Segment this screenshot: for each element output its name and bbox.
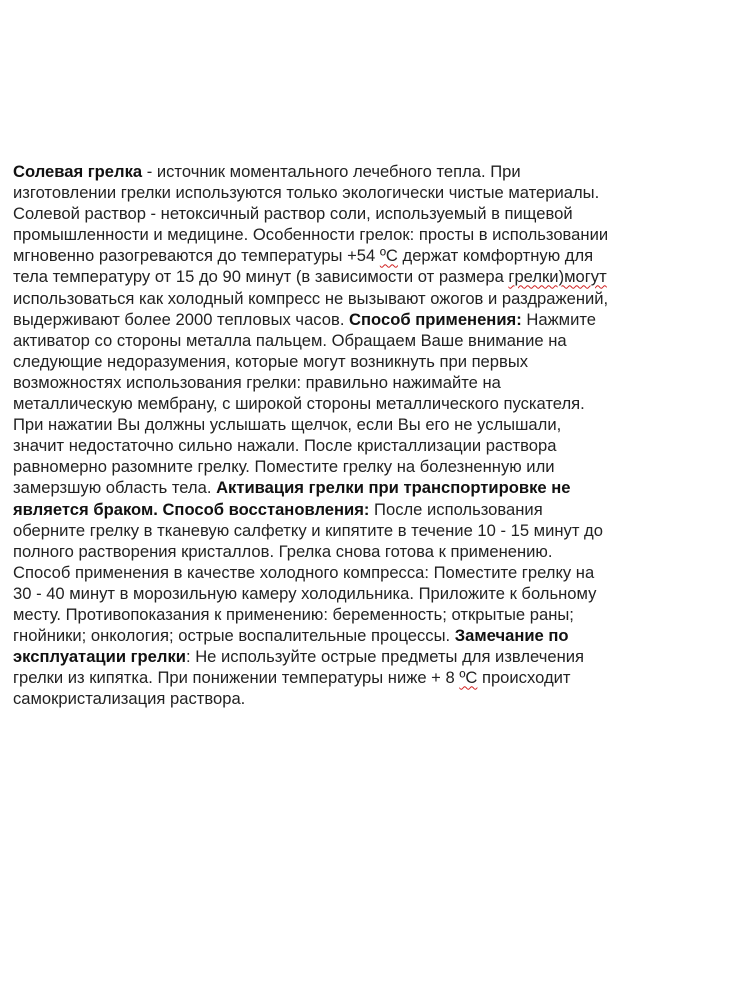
- text-line: [13, 435, 737, 456]
- text-segment: мгновенно разогреваются до температуры +54: [13, 246, 380, 266]
- text-line: [13, 562, 737, 583]
- text-segment: ºC: [459, 668, 478, 688]
- text-line: [13, 541, 737, 562]
- bold-text-segment: Способ применения:: [349, 309, 522, 329]
- text-line: [13, 161, 737, 182]
- text-line: [13, 330, 737, 351]
- text-line: [13, 583, 737, 604]
- text-segment: После использования: [369, 499, 543, 519]
- text-segment: Солевой раствор - нетоксичный раствор соли, используемый в пищевой: [13, 204, 573, 224]
- text-segment: грелки из кипятка. При понижении температуры ниже + 8: [13, 668, 460, 688]
- text-segment: При нажатии Вы должны услышать щелчок, если Вы его не услышали,: [13, 415, 562, 435]
- text-line: [13, 351, 737, 372]
- text-line: [13, 309, 737, 330]
- text-segment: выдерживают более 2000 тепловых часов.: [13, 309, 350, 329]
- text-line: [13, 456, 737, 477]
- text-line: [13, 625, 737, 646]
- text-line: [13, 667, 737, 688]
- text-line: [13, 604, 737, 625]
- text-segment: 30 - 40 минут в морозильную камеру холодильника. Приложите к больному: [13, 583, 597, 603]
- text-segment: гнойники; онкология; острые воспалительные процессы.: [13, 626, 455, 646]
- text-segment: Способ применения в качестве холодного компресса: Поместите грелку на: [13, 562, 595, 582]
- bold-text-segment: Солевая грелка: [13, 162, 143, 181]
- text-line: [13, 520, 737, 541]
- text-line: [13, 372, 737, 393]
- text-segment: следующие недоразумения, которые могут возникнуть при первых: [13, 351, 529, 371]
- text-segment: ºC: [379, 246, 398, 266]
- text-line: [13, 477, 737, 498]
- text-segment: изготовлении грелки используются только экологически чистые материалы.: [13, 183, 600, 203]
- text-segment: значит недостаточно сильно нажали. После кристаллизации раствора: [13, 436, 557, 456]
- bold-text-segment: является браком. Способ восстановления:: [13, 499, 370, 519]
- text-line: [13, 414, 737, 435]
- bold-text-segment: эксплуатации грелки: [13, 647, 186, 667]
- text-segment: происходит: [477, 668, 571, 688]
- text-line: [13, 499, 737, 520]
- text-segment: тела температуру от 15 до 90 минут (в зависимости от размера: [13, 267, 509, 287]
- text-segment: металлическую мембрану, с широкой стороны металлического пускателя.: [13, 394, 585, 414]
- text-segment: активатор со стороны металла пальцем. Обращаем Ваше внимание на: [13, 330, 567, 350]
- text-line: [13, 288, 737, 309]
- text-line: [13, 393, 737, 414]
- text-line: [13, 203, 737, 224]
- text-segment: замерзшую область тела.: [13, 478, 217, 498]
- product-description: [13, 161, 737, 709]
- text-line: [13, 266, 737, 287]
- text-segment: полного растворения кристаллов. Грелка снова готова к применению.: [13, 541, 553, 561]
- text-segment: промышленности и медицине. Особенности грелок: просты в использовании: [13, 225, 609, 245]
- text-segment: - источник моментального лечебного тепла. При: [142, 162, 521, 181]
- text-segment: месту. Противопоказания к применению: беременность; открытые раны;: [13, 604, 574, 624]
- text-segment: возможностях использования грелки: правильно нажимайте на: [13, 372, 501, 392]
- text-segment: равномерно разомните грелку. Поместите грелку на болезненную или: [13, 457, 555, 477]
- bold-text-segment: Активация грелки при транспортировке не: [216, 478, 571, 498]
- text-segment: Нажмите: [521, 309, 596, 329]
- text-segment: использоваться как холодный компресс не вызывают ожогов и раздражений,: [13, 288, 609, 308]
- text-line: [13, 688, 737, 709]
- text-segment: : Не используйте острые предметы для извлечения: [185, 647, 585, 667]
- text-segment: держат комфортную для: [397, 246, 594, 266]
- text-line: [13, 182, 737, 203]
- text-line: [13, 646, 737, 667]
- text-line: [13, 224, 737, 245]
- text-segment: оберните грелку в тканевую салфетку и кипятите в течение 10 - 15 минут до: [13, 520, 603, 540]
- text-segment: грелки)могут: [508, 267, 607, 287]
- bold-text-segment: Замечание по: [454, 626, 569, 646]
- text-segment: самокристализация раствора.: [13, 689, 246, 709]
- text-line: [13, 245, 737, 266]
